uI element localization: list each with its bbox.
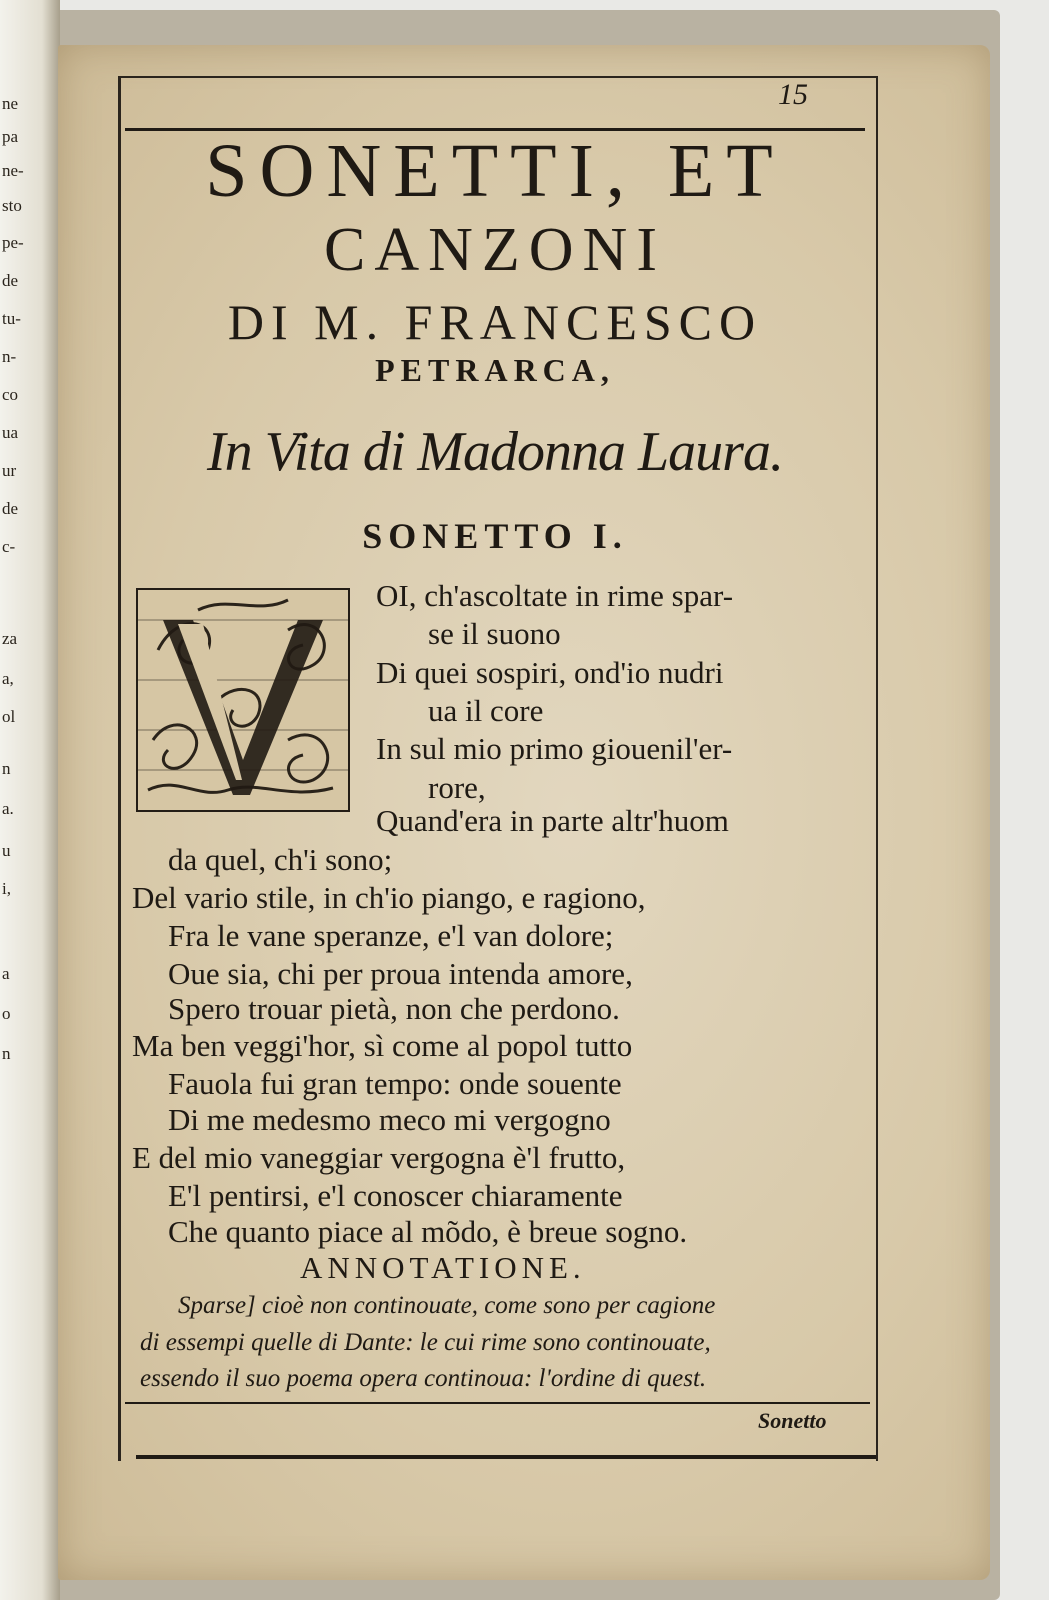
facing-page-fragment: sto (2, 196, 22, 215)
facing-page-fragment: ne- (2, 161, 24, 180)
verse-line: Fauola fui gran tempo: onde souente (168, 1066, 622, 1101)
verse-line: OI, ch'ascoltate in rime spar- (376, 578, 734, 613)
annotation-heading: ANNOTATIONE. (300, 1250, 586, 1285)
verse-line: Spero trouar pietà, non che perdono. (168, 991, 620, 1026)
facing-page-fragment: u (2, 841, 11, 860)
footer-rule (136, 1455, 876, 1459)
verse-line: Che quanto piace al mõdo, è breue sogno. (168, 1214, 688, 1249)
title-line: PETRARCA, (375, 352, 615, 388)
facing-page-fragment: de (2, 271, 19, 290)
annotation-line: Sparse] cioè non continouate, come sono per cagione (178, 1292, 716, 1319)
facing-page-fragment: tu- (2, 309, 21, 328)
verse-line: ua il core (428, 693, 544, 728)
verse-line: Ma ben veggi'hor, sì come al popol tutto (132, 1028, 633, 1063)
verse-line: In sul mio primo giouenil'er- (376, 731, 733, 766)
facing-page-fragment: n (2, 1044, 11, 1063)
catchword: Sonetto (758, 1408, 827, 1433)
facing-page-fragment: za (2, 629, 18, 648)
facing-page-fragment: co (2, 385, 19, 404)
ornament-icon (138, 590, 348, 810)
facing-page-fragment: ol (2, 707, 16, 726)
verse-line: Oue sia, chi per proua intenda amore, (168, 956, 633, 991)
verse-line: Di me medesmo meco mi vergogno (168, 1102, 611, 1137)
verse-line: Quand'era in parte altr'huom (376, 803, 729, 838)
facing-page-fragment: o (2, 1004, 11, 1023)
title-line: CANZONI (324, 216, 666, 284)
facing-page-fragment: i, (2, 879, 11, 898)
facing-page-fragment: c- (2, 537, 16, 556)
page-number: 15 (778, 78, 808, 111)
facing-page-fragment: pa (2, 127, 19, 146)
verse-line: Fra le vane speranze, e'l van dolore; (168, 918, 614, 953)
verse-line: da quel, ch'i sono; (168, 842, 393, 877)
verse-line: se il suono (428, 616, 561, 651)
facing-page-fragment: n (2, 759, 11, 778)
subtitle: In Vita di Madonna Laura. (207, 421, 783, 483)
annotation-line: essendo il suo poema opera continoua: l'ordine di quest. (140, 1365, 707, 1392)
verse-line: E del mio vaneggiar vergogna è'l frutto, (132, 1140, 626, 1175)
facing-page-fragment: pe- (2, 233, 24, 252)
verse-line: Di quei sospiri, ond'io nudri (376, 655, 724, 690)
facing-page-fragment: a (2, 964, 10, 983)
facing-page-fragment: de (2, 499, 19, 518)
sonnet-heading: SONETTO I. (362, 516, 628, 556)
facing-page-fragment: a. (2, 799, 14, 818)
title-line: SONETTI, ET (205, 129, 785, 213)
catchword-rule (125, 1402, 870, 1404)
facing-page-edge (0, 0, 60, 1600)
decorated-initial (136, 588, 350, 812)
facing-page-fragment: n- (2, 347, 17, 366)
verse-line: E'l pentirsi, e'l conoscer chiaramente (168, 1178, 623, 1213)
title-line: DI M. FRANCESCO (227, 294, 763, 350)
verse-line: rore, (428, 770, 486, 805)
facing-page-fragment: ne (2, 94, 19, 113)
annotation-line: di essempi quelle di Dante: le cui rime sono continouate, (140, 1329, 711, 1356)
facing-page-fragment: a, (2, 669, 14, 688)
verse-line: Del vario stile, in ch'io piango, e ragiono, (132, 880, 646, 915)
facing-page-fragment: ua (2, 423, 19, 442)
facing-page-fragment: ur (2, 461, 17, 480)
